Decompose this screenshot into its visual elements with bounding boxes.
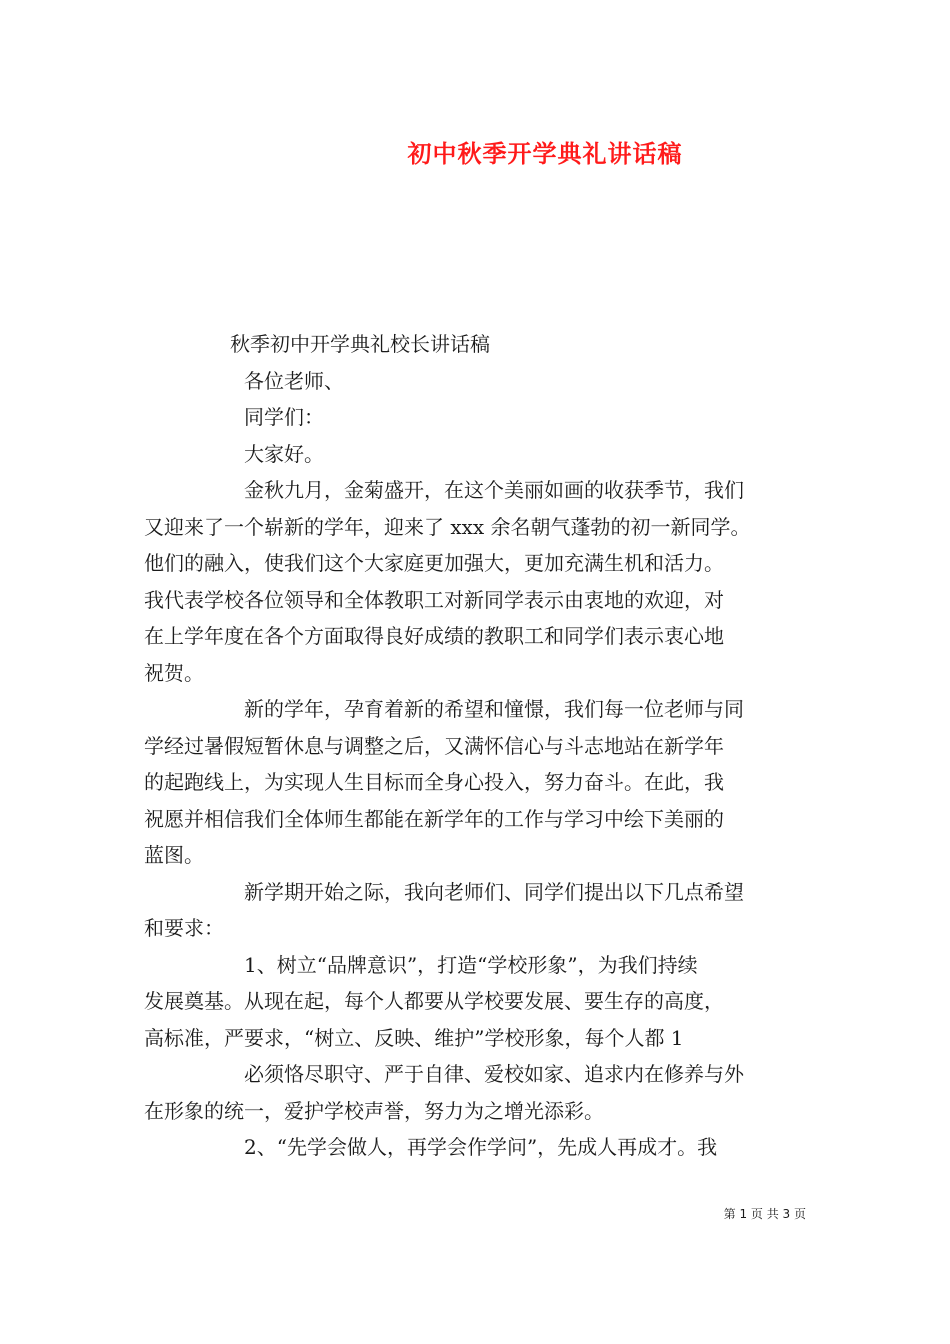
document-title: 初中秋季开学典礼讲话稿 <box>407 139 683 168</box>
body-line: 祝贺。 <box>144 660 204 685</box>
body-line: 同学们： <box>244 405 324 429</box>
body-line: 祝愿并相信我们全体师生都能在新学年的工作与学习中绘下美丽的 <box>144 806 724 831</box>
body-line: 必须恪尽职守、严于自律、爱校如家、追求内在修养与外 <box>244 1062 744 1086</box>
document-body <box>144 326 812 1166</box>
body-line: 大家好。 <box>244 441 324 466</box>
body-line: 和要求： <box>144 916 224 940</box>
body-line: 发展奠基。从现在起，每个人都要从学校要发展、要生存的高度， <box>144 989 724 1013</box>
body-line: 蓝图。 <box>144 843 204 867</box>
body-line: 2、“先学会做人，再学会作学问”，先成人再成才。我 <box>244 1135 718 1159</box>
body-line: 在上学年度在各个方面取得良好成绩的教职工和同学们表示衷心地 <box>144 624 724 648</box>
body-line: 他们的融入，使我们这个大家庭更加强大，更加充满生机和活力。 <box>144 551 724 575</box>
body-line: 金秋九月，金菊盛开，在这个美丽如画的收获季节，我们 <box>244 478 744 502</box>
body-line: 的起跑线上，为实现人生目标而全身心投入，努力奋斗。在此，我 <box>144 770 724 794</box>
body-line: 我代表学校各位领导和全体教职工对新同学表示由衷地的欢迎，对 <box>144 587 724 612</box>
body-line: 在形象的统一，爱护学校声誉，努力为之增光添彩。 <box>144 1098 604 1123</box>
body-line: 高标准，严要求，“树立、反映、维护”学校形象，每个人都 1 <box>144 1025 684 1050</box>
body-line: 新的学年，孕育着新的希望和憧憬，我们每一位老师与同 <box>244 697 744 721</box>
body-line: 学经过暑假短暂休息与调整之后，又满怀信心与斗志地站在新学年 <box>144 733 724 758</box>
body-line: 又迎来了一个崭新的学年，迎来了 xxx 余名朝气蓬勃的初一新同学。 <box>144 514 751 539</box>
body-line: 秋季初中开学典礼校长讲话稿 <box>230 332 490 356</box>
body-line: 新学期开始之际，我向老师们、同学们提出以下几点希望 <box>244 879 744 904</box>
body-line: 各位老师、 <box>244 368 344 393</box>
body-line: 1、树立“品牌意识”，打造“学校形象”，为我们持续 <box>244 952 698 977</box>
page-number: 第 1 页 共 3 页 <box>723 1207 806 1221</box>
